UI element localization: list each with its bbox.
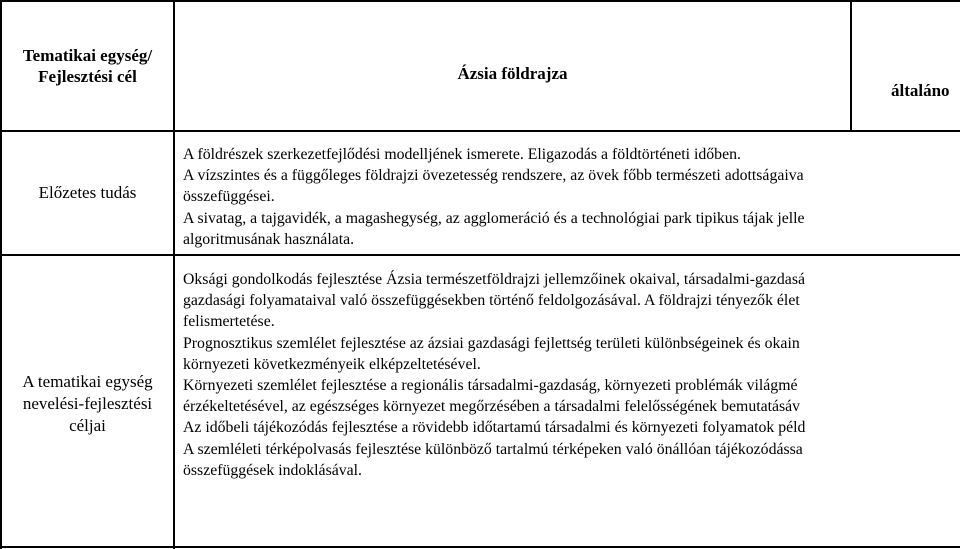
goals-content [183, 269, 805, 481]
page-title-text: Ázsia földrajza [457, 63, 568, 83]
content-line: algoritmusának használata. [183, 230, 355, 248]
content-line: A vízszintes és a függőleges földrajzi övezetesség rendszere, az övek főbb természeti adottságaiva [183, 167, 804, 185]
content-line: A sivatag, a tajgavidék, a magashegység, az agglomeráció és a technológiai park tipikus tájak jelle [183, 209, 805, 227]
header-label-line1: Tematikai egység/ [22, 46, 153, 65]
row-label-previous-knowledge [2, 132, 173, 254]
previous-knowledge-content [183, 144, 805, 250]
content-line: összefüggései. [183, 188, 275, 206]
header-partial-text: általáno [891, 80, 950, 100]
content-line: érzékeltetésével, az egészséges környezet megőrzésében a társadalmi felelősségének bemutatásáv [183, 398, 801, 416]
row-label-goals-line1: A tematikai egység [22, 372, 153, 391]
content-line: Az időbeli tájékozódás fejlesztése a rövidebb időtartamú társadalmi és környezeti folyamatok péld [183, 419, 806, 437]
row-label-goals-line3: céljai [69, 416, 106, 435]
content-line: környezeti következményeik elképzeltetésével. [183, 355, 481, 373]
content-line: A szemléleti térképolvasás fejlesztése különböző tartalmú térképeken való önállóan tájékozódássa [183, 440, 803, 458]
row-label-previous-knowledge-text: Előzetes tudás [38, 183, 137, 202]
header-label-line2: Fejlesztési cél [38, 67, 137, 86]
content-line: felismertetése. [183, 313, 275, 331]
content-line: A földrészek szerkezetfejlődési modelljének ismerete. Eligazodás a földtörténeti időben. [183, 146, 741, 163]
row-label-goals-line2: nevelési-fejlesztési [22, 394, 153, 413]
content-line: Környezeti szemlélet fejlesztése a regionális társadalmi-gazdaság, környezeti problémák világmé [183, 377, 798, 395]
row-label-goals [2, 256, 173, 546]
header-label-cell [2, 2, 173, 130]
content-line: gazdasági folyamataival való összefüggésekben történő feldolgozásával. A földrajzi tényezők élet [183, 292, 800, 310]
header-partial-cell [852, 2, 960, 130]
content-line: Oksági gondolkodás fejlesztése Ázsia természetföldrajzi jellemzőinek okaival, társadalmi-gazdasá [183, 271, 805, 288]
content-line: összefüggések indoklásával. [183, 461, 362, 479]
table-bottom-border [0, 546, 960, 548]
page-title [175, 2, 850, 130]
content-line: Prognosztikus szemlélet fejlesztése az ázsiai gazdasági fejlettség területi különbségeinek és okain [183, 334, 800, 352]
